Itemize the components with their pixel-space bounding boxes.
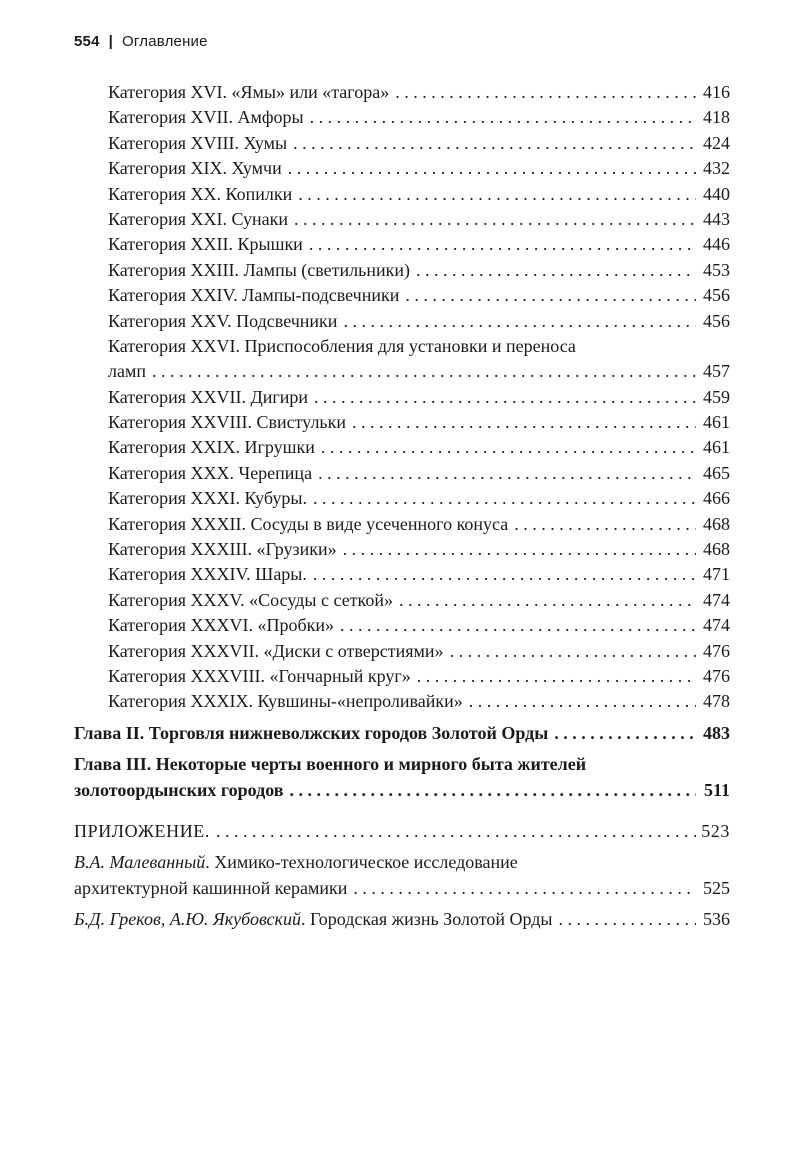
leader-dots [340, 613, 696, 638]
entry-title: Категория XXXIII. «Грузики» [108, 539, 337, 560]
toc-entry[interactable] [108, 512, 730, 537]
toc-entry[interactable] [108, 258, 730, 283]
toc-entry[interactable] [108, 131, 730, 156]
toc-entry[interactable] [108, 486, 730, 511]
toc-entry[interactable] [108, 588, 730, 613]
toc-article-entry[interactable] [74, 907, 730, 932]
toc-entry[interactable] [108, 283, 730, 308]
entry-page: 443 [703, 208, 730, 229]
entry-title: ламп [108, 361, 146, 382]
article-author: Б.Д. Греков, А.Ю. Якубовский [74, 909, 301, 930]
entry-title: Категория XXXIV. Шары. [108, 564, 307, 585]
toc-entry-line1[interactable]: Категория XXVI. Приспособления для установки и переноса [108, 335, 576, 356]
toc-article-line2[interactable] [74, 876, 730, 901]
toc-chapter-line2[interactable] [74, 778, 730, 803]
entry-title: Категория XX. Копилки [108, 183, 293, 204]
entry-page: 478 [703, 691, 730, 712]
category-list [0, 80, 787, 334]
leader-dots [314, 385, 696, 410]
leader-dots [395, 80, 696, 105]
entry-title: Категория XXIII. Лампы (светильники) [108, 259, 410, 280]
entry-title: Категория XXI. Сунаки [108, 208, 289, 229]
leader-dots [399, 588, 696, 613]
article-title-text: . Городская жизнь Золотой Орды [300, 909, 553, 930]
toc-entry[interactable] [108, 156, 730, 181]
leader-dots [352, 410, 696, 435]
leader-dots [343, 309, 696, 334]
leader-dots [310, 105, 696, 130]
page-number: 554 [74, 33, 100, 50]
leader-dots [216, 819, 696, 844]
toc-entry[interactable] [108, 385, 730, 410]
leader-dots [298, 182, 696, 207]
article-title [74, 907, 553, 932]
entry-page: 465 [703, 462, 730, 483]
entry-page: 476 [703, 665, 730, 686]
leader-dots [290, 778, 697, 803]
entry-page: 474 [703, 615, 730, 636]
toc-entry-line2[interactable] [108, 359, 730, 384]
article-page: 525 [703, 877, 730, 898]
entry-page: 459 [703, 386, 730, 407]
leader-dots [514, 512, 696, 537]
toc-entry[interactable] [108, 182, 730, 207]
article-title: архитектурной кашинной керамики [74, 877, 348, 898]
entry-title: Категория XXX. Черепица [108, 462, 313, 483]
leader-dots [353, 876, 696, 901]
entry-title: Категория XXVIII. Свистульки [108, 412, 347, 433]
entry-title: Категория XVIII. Хумы [108, 132, 288, 153]
chapter-page: 511 [703, 779, 730, 800]
article-title: . Химико-технологическое исследование [205, 852, 518, 873]
toc-entry[interactable] [108, 613, 730, 638]
toc-entry[interactable] [108, 664, 730, 689]
toc-entry[interactable] [108, 435, 730, 460]
entry-title: Категория XXIX. Игрушки [108, 437, 315, 458]
entry-page: 471 [703, 564, 730, 585]
entry-page: 418 [703, 107, 730, 128]
entry-title: Категория XXXVI. «Пробки» [108, 615, 335, 636]
entry-page: 461 [703, 412, 730, 433]
entry-page: 476 [703, 640, 730, 661]
chapter-title: золотоордынских городов [74, 779, 284, 800]
toc-entry[interactable] [108, 309, 730, 334]
entry-title: Категория XIX. Хумчи [108, 158, 282, 179]
entry-page: 461 [703, 437, 730, 458]
entry-page: 468 [703, 513, 730, 534]
chapter-title: Глава II. Торговля нижневолжских городов Золотой Орды [74, 722, 549, 743]
entry-title: Категория XXIV. Лампы-подсвечники [108, 285, 400, 306]
chapter-page: 483 [703, 722, 730, 743]
article-author: В.А. Малеванный [74, 852, 206, 873]
leader-dots [554, 721, 696, 746]
entry-title: Категория XXVII. Дигири [108, 386, 309, 407]
table-of-contents [0, 80, 787, 933]
entry-title: Категория XVI. «Ямы» или «тагора» [108, 82, 390, 102]
appendix-title: ПРИЛОЖЕНИЕ. [74, 820, 210, 841]
leader-dots [293, 131, 696, 156]
toc-entry[interactable] [108, 461, 730, 486]
category-list [0, 385, 787, 715]
entry-title: Категория XXXVII. «Диски с отверстиями» [108, 640, 444, 661]
entry-title: Категория XXXIX. Кувшины-«непроливайки» [108, 691, 463, 712]
appendix-page: 523 [701, 820, 730, 841]
entry-title: Категория XXXVIII. «Гончарный круг» [108, 665, 411, 686]
section-title: Оглавление [122, 33, 208, 50]
leader-dots [321, 435, 696, 460]
leader-dots [288, 156, 696, 181]
toc-entry[interactable] [108, 207, 730, 232]
toc-entry[interactable] [108, 105, 730, 130]
leader-dots [343, 537, 696, 562]
leader-dots [313, 486, 696, 511]
leader-dots [309, 232, 696, 257]
leader-dots [469, 689, 696, 714]
entry-page: 446 [703, 234, 730, 255]
entry-page: 424 [703, 132, 730, 153]
entry-page: 456 [703, 285, 730, 306]
toc-entry[interactable] [108, 639, 730, 664]
leader-dots [294, 207, 696, 232]
toc-article-line1[interactable] [74, 850, 730, 875]
entry-page: 456 [703, 310, 730, 331]
toc-appendix-entry[interactable] [74, 819, 730, 844]
leader-dots [313, 562, 696, 587]
leader-dots [152, 359, 696, 384]
article-page: 536 [703, 909, 730, 930]
entry-title: Категория XXXV. «Сосуды с сеткой» [108, 589, 394, 610]
leader-dots [450, 639, 696, 664]
entry-page: 466 [703, 488, 730, 509]
toc-entry[interactable] [108, 232, 730, 257]
entry-page: 416 [703, 82, 730, 102]
leader-dots [559, 907, 697, 932]
toc-entry[interactable] [108, 562, 730, 587]
entry-page: 468 [703, 539, 730, 560]
header-separator: | [108, 33, 114, 50]
entry-title: Категория XXII. Крышки [108, 234, 303, 255]
entry-page: 432 [703, 158, 730, 179]
leader-dots [416, 258, 696, 283]
toc-entry[interactable] [108, 80, 730, 105]
entry-page: 453 [703, 259, 730, 280]
entry-page: 440 [703, 183, 730, 204]
entry-title: Категория XXV. Подсвечники [108, 310, 338, 331]
entry-title: Категория XXXII. Сосуды в виде усеченного конуса [108, 513, 509, 534]
leader-dots [405, 283, 696, 308]
leader-dots [417, 664, 696, 689]
leader-dots [318, 461, 696, 486]
running-header [74, 33, 208, 50]
toc-chapter-line1[interactable]: Глава III. Некоторые черты военного и мирного быта жителей [74, 754, 587, 775]
entry-page: 474 [703, 589, 730, 610]
toc-chapter-entry[interactable] [74, 721, 730, 746]
toc-entry[interactable] [108, 537, 730, 562]
entry-title: Категория XVII. Амфоры [108, 107, 304, 128]
entry-title: Категория XXXI. Кубуры. [108, 488, 307, 509]
toc-entry[interactable] [108, 689, 730, 714]
toc-entry[interactable] [108, 410, 730, 435]
entry-page: 457 [703, 361, 730, 382]
